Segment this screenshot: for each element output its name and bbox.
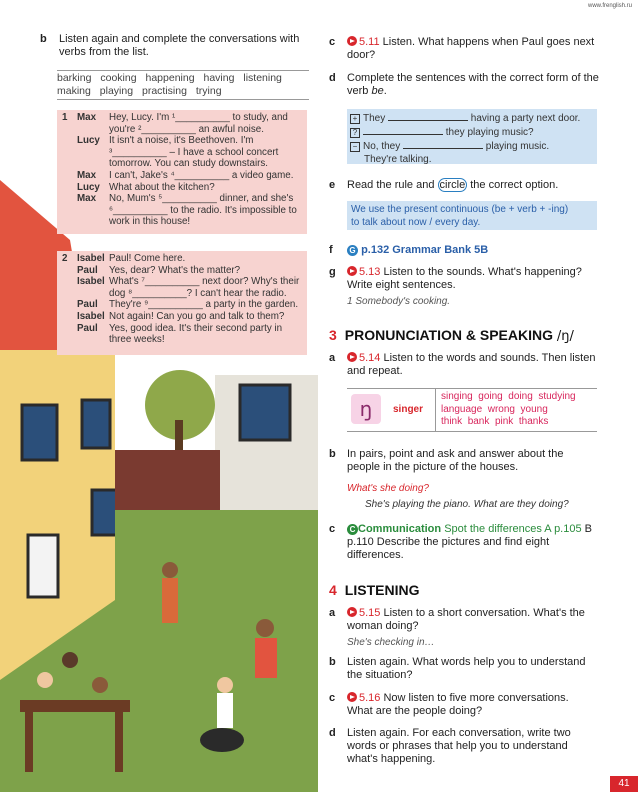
sound-row-2: [441, 404, 576, 417]
site-watermark: www.frenglish.ru: [587, 3, 632, 9]
exercise-body: [347, 266, 602, 308]
exercise-letter: c: [329, 692, 336, 704]
sound-row-3: [441, 416, 576, 429]
line-text: work in this house!: [109, 216, 191, 228]
exercise-text: Read the rule and: [347, 179, 438, 191]
line-text: three weeks!: [109, 334, 165, 346]
line-text: dog ⁸__________? I can't hear the radio.: [109, 287, 287, 299]
audio-track-number: 5.11: [359, 36, 380, 48]
line-text: What about the kitchen?: [109, 181, 215, 193]
exercise-letter: b: [329, 448, 336, 460]
audio-icon[interactable]: [347, 352, 357, 362]
audio-icon[interactable]: [347, 607, 357, 617]
line-text: Not again! Can you go and talk to them?: [109, 311, 285, 322]
exercise-text: Listen to the words and sounds. Then listen and repeat.: [347, 352, 596, 377]
exercise-text: the correct option.: [467, 179, 559, 191]
section-title: LISTENING: [344, 582, 420, 598]
exercise-letter: d: [329, 727, 336, 739]
exercise-letter: e: [329, 179, 336, 191]
blank-line: [363, 125, 443, 135]
grammar-line-positive: [350, 111, 597, 125]
section-number: 3: [329, 327, 337, 343]
sound-label: singer: [393, 404, 424, 415]
word-item: trying: [195, 85, 222, 97]
line-text: tomorrow. You can study downstairs.: [109, 158, 269, 170]
sound-words: [441, 391, 576, 429]
exercise-letter: a: [329, 607, 336, 619]
line-text: It isn't a noise, it's Beethoven. I'm: [109, 135, 254, 147]
audio-icon[interactable]: [347, 266, 357, 276]
circled-word: circle: [439, 179, 466, 191]
exercise-body: Listen again. What words help you to understand the situation?: [347, 656, 586, 681]
sound-word: language: [441, 403, 483, 415]
line-text: They're ⁹__________ a party in the garden.: [109, 299, 299, 311]
exercise-body: In pairs, point and ask and answer about the people in the picture of the houses.: [347, 448, 564, 473]
line-text: What's ⁷__________ next door? Why's their: [109, 276, 300, 288]
line-text: Hey, Lucy. I'm ¹__________ to study, and: [109, 112, 288, 123]
sound-word: think: [441, 416, 463, 427]
grammar-text: they playing music?: [443, 127, 534, 138]
communication-icon: C: [347, 524, 358, 535]
word-item: cooking: [100, 72, 137, 84]
rule-box: [347, 201, 597, 230]
speaker: Lucy: [77, 181, 100, 193]
exercise-body: [347, 72, 602, 98]
grammar-box: [347, 109, 597, 164]
sound-word: going: [478, 391, 503, 402]
grammar-bank-link[interactable]: p.132 Grammar Bank 5B: [361, 244, 489, 256]
speaker: Lucy: [77, 135, 100, 147]
speaker: Isabel: [77, 253, 105, 264]
exercise-letter: f: [329, 244, 333, 256]
sound-word: singing: [441, 391, 473, 402]
speaker: Max: [77, 112, 97, 123]
blank-line: [403, 139, 483, 149]
page-number: 41: [610, 776, 638, 792]
audio-track-number: 5.16: [359, 692, 381, 704]
phonetic-symbol: /ŋ/: [556, 329, 574, 344]
exercise-body: [347, 244, 602, 257]
exercise-letter: d: [329, 72, 336, 84]
grammar-bank-icon: G: [347, 245, 358, 256]
exercise-text: B p.110 Describe the pictures and find eight differences.: [347, 523, 592, 561]
conversation-number: 2: [62, 253, 68, 264]
word-item: having: [203, 72, 235, 84]
word-list-row-2: [57, 85, 309, 98]
conversation-1: [57, 110, 307, 234]
speaker: Max: [77, 170, 97, 181]
speaker: Isabel: [77, 311, 105, 322]
line-text: Paul! Come here.: [109, 253, 186, 264]
section-3-heading: [329, 327, 574, 344]
example-answer: 1 Somebody's cooking.: [347, 296, 451, 307]
exercise-body: [347, 523, 602, 562]
exercise-text: Listen to a short conversation. What's the woman doing?: [347, 607, 585, 632]
sound-word: studying: [538, 391, 576, 402]
communication-label: Communication: [358, 523, 442, 535]
grammar-text: They: [363, 113, 389, 124]
word-item: making: [57, 85, 91, 97]
word-item: playing: [99, 85, 134, 97]
audio-track-number: 5.15: [359, 607, 381, 619]
question-icon: ?: [350, 128, 360, 138]
exercise-text: Listen again and complete the conversations with verbs from the list.: [59, 33, 300, 58]
speaker: Isabel: [77, 276, 105, 288]
section-4-heading: [329, 582, 419, 598]
communication-link[interactable]: Spot the differences A p.105: [444, 523, 582, 535]
line-text: you're ²__________ an awful noise.: [109, 123, 264, 135]
word-item: happening: [145, 72, 195, 84]
exercise-letter: b: [329, 656, 336, 668]
exercise-text: Listen to the sounds. What's happening? Write eight sentences.: [347, 266, 582, 291]
sound-table: [347, 388, 597, 432]
grammar-line-negative: [350, 139, 597, 153]
audio-icon[interactable]: [347, 692, 357, 702]
word-item: listening: [243, 72, 282, 84]
line-text: ⁶__________ to the radio. It's impossible to: [109, 204, 297, 216]
exercise-letter: g: [329, 266, 336, 278]
grammar-line-answer: They're talking.: [364, 154, 432, 165]
plus-icon: +: [350, 114, 360, 124]
grammar-text: playing music.: [483, 141, 550, 152]
exercise-body: [347, 179, 602, 192]
dialog-answer: She's playing the piano. What are they doing?: [365, 499, 569, 510]
line-text: No, Mum's ⁵__________ dinner, and she's: [109, 193, 294, 205]
section-title: PRONUNCIATION & SPEAKING: [344, 327, 553, 343]
exercise-body: [347, 607, 597, 649]
sound-word: young: [520, 403, 548, 415]
example-answer: She's checking in…: [347, 637, 435, 648]
exercise-letter: a: [329, 352, 336, 364]
speaker: Paul: [77, 264, 98, 276]
speaker: Paul: [77, 299, 98, 311]
verb: be: [371, 85, 384, 97]
line-text: ³__________ – I have a school concert: [109, 146, 279, 158]
exercise-body: Listen again. For each conversation, write two words or phrases that help you to understand what's happening.: [347, 727, 571, 765]
exercise-letter: c: [329, 523, 336, 535]
conversation-number: 1: [62, 112, 68, 123]
grammar-text: having a party next door.: [468, 113, 581, 124]
rule-line: We use the present continuous (be + verb + -ing): [351, 204, 569, 215]
exercise-text: Listen. What happens when Paul goes next door?: [347, 36, 595, 61]
exercise-text: .: [383, 85, 387, 97]
blank-line: [388, 111, 468, 121]
speaker: Max: [77, 193, 97, 205]
grammar-text: No, they: [363, 141, 404, 152]
rule-line: to talk about now / every day.: [351, 217, 481, 228]
section-number: 4: [329, 582, 337, 598]
sound-word: pink: [494, 416, 514, 427]
grammar-line-question: [350, 125, 597, 139]
line-text: Yes, good idea. It's their second party in: [109, 322, 283, 334]
speaker: Paul: [77, 322, 98, 334]
conversation-2: [57, 251, 307, 355]
line-text: Yes, dear? What's the matter?: [109, 264, 241, 276]
word-item: barking: [57, 72, 92, 84]
exercise-body: [347, 692, 597, 718]
divider: [435, 389, 436, 431]
exercise-body: [347, 36, 597, 62]
sound-word: doing: [508, 391, 533, 402]
exercise-letter: c: [329, 36, 336, 48]
word-item: practising: [141, 85, 187, 97]
sound-word: wrong: [487, 403, 515, 415]
sound-row-1: [441, 391, 576, 404]
exercise-body: [347, 352, 597, 378]
audio-icon[interactable]: [347, 36, 357, 46]
exercise-text: Now listen to five more conversations. What are the people doing?: [347, 692, 569, 717]
audio-track-number: 5.13: [359, 266, 381, 278]
word-list: [57, 70, 309, 100]
sound-word: bank: [467, 416, 490, 427]
singer-icon: ŋ: [351, 394, 381, 424]
line-text: I can't, Jake's ⁴__________ a video game.: [109, 170, 294, 181]
word-list-row-1: [57, 72, 309, 85]
audio-track-number: 5.14: [359, 352, 381, 364]
dialog-question: What's she doing?: [347, 483, 429, 494]
exercise-text: Complete the sentences with the correct form of the verb: [347, 72, 599, 97]
minus-icon: −: [350, 142, 360, 152]
exercise-letter: b: [40, 33, 47, 45]
sound-word: thanks: [518, 416, 549, 427]
